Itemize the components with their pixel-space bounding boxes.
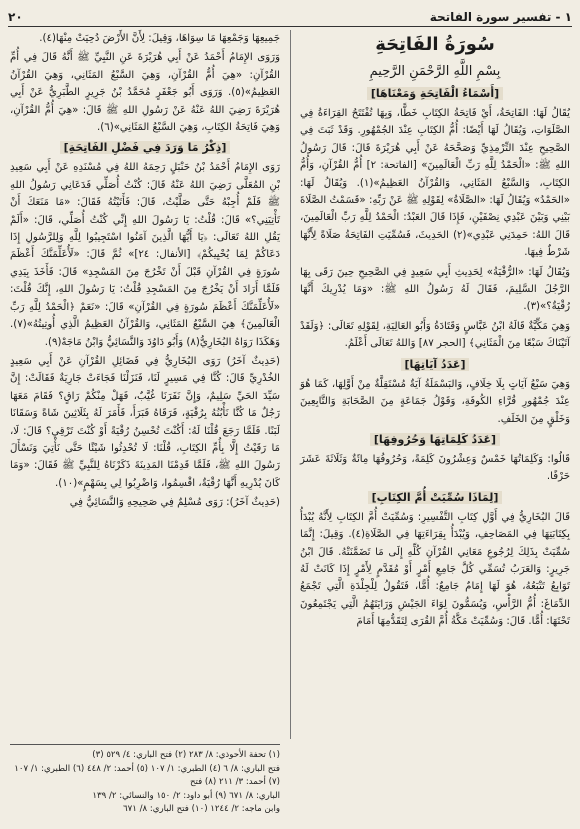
paragraph: جَمِيعِهَا وَجَمْعِهَا مَا سِوَاهَا، وَقِيلَ: لِأَنَّ الأَرْضَ دُحِيَتْ مِنْهَا(٤). [39, 33, 280, 44]
right-column [300, 30, 570, 633]
surah-title: سُورَةُ الفَاتِحَةِ [375, 34, 495, 55]
left-column [10, 30, 280, 514]
footnote-line: فتح الباري: ٨/ ٦ (٤) الطبري: ١/ ١٠٧ (٥) أحمد: ٢/ ٤٤٨ (٦) الطبري: ١/ ١٠٧ (٧) أحمد: ٣/ ٢١١ (٨) فتح [14, 763, 280, 787]
heading-why: [لِمَاذَا سُمِّيَتْ أُمَّ الكِتَابِ] [368, 491, 503, 504]
section-heading [300, 489, 570, 507]
heading-verses: [عَدَدُ آيَاتِهَا] [401, 358, 470, 371]
chapter-title: ١ - تفسير سورة الفاتحة [429, 10, 572, 24]
heading-names: [أَسْمَاءُ الْفَاتِحَةِ وَمَعْنَاهَا] [367, 87, 503, 100]
section-heading [300, 431, 570, 449]
footnote-line: (١) تحفة الأحوذي: ٨/ ٢٨٣ (٢) فتح الباري: ٤/ ٥٢٩ (٣) [92, 750, 280, 760]
paragraph: وَهِيَ سَبْعُ آيَاتٍ بِلَا خِلَافٍ، وَالبَسْمَلَةُ آيَةٌ مُسْتَقِلَّةٌ مِنْ أَوَّلِهَا، كَمَا هُوَ عِنْدَ جُمْهُورِ قُرَّاءِ الكُوفَةِ، وَقَوْلُ جَمَاعَةٍ مِنَ الصَّحَابَةِ وَالتَّابِعِينَ وَخَلْقٍ مِنَ الخَلَفِ. [300, 378, 570, 425]
basmala: بِسْمِ اللَّهِ الرَّحْمَنِ الرَّحِيمِ [369, 64, 501, 79]
section-heading [300, 85, 570, 103]
paragraph: قَالَ البُخَارِيُّ فِي أَوَّلِ كِتَابِ التَّفْسِيرِ: وَسُمِّيَتْ أُمَّ الكِتَابِ لِأَنَّهُ يُبْدَأُ بِكِتَابَتِهَا فِي المَصَاحِفِ، وَيُبْدَأُ بِقِرَاءَتِهَا فِي الصَّلَاةِ(٤). وَقِيلَ: إِنَّمَا سُمِّيَتْ بِذَلِكَ لِرُجُوعِ مَعَانِي القُرْآنِ كُلِّهِ إِلَى مَا تَضَمَّنَتْهُ. قَالَ ابْنُ جَرِيرٍ: وَالعَرَبُ تُسَمِّي كُلَّ جَامِعِ أَمْرٍ أَوْ مُقَدَّمٍ لِأَمْرٍ إِذَا كَانَتْ لَهُ تَوَابِعُ تَتْبَعُهُ، هُوَ لَهَا إِمَامٌ جَامِعٌ: أُمًّا، فَتَقُولُ لِلْجِلْدَةِ الَّتِي تَجْمَعُ الدِّمَاغَ: أُمُّ الرَّأْسِ، وَيُسَمُّونَ لِوَاءَ الجَيْشِ وَرَايَتَهُمُ الَّتِي يَجْتَمِعُونَ تَحْتَهَا: أُمًّا. قَالَ: وَسُمِّيَتْ مَكَّةُ أُمَّ القُرَى لِتَقَدُّمِهَا أَمَامَ [300, 511, 570, 628]
footnote-line: الباري: ٨/ ٦٧١ (٩) أبو داود: ٢/ ١٥٠ والنسائي: ٢/ ١٣٩ [92, 790, 280, 801]
section-heading [10, 139, 280, 157]
section-heading [300, 356, 570, 374]
page-number: ٢٠ [8, 10, 23, 24]
paragraph: (حَدِيثٌ آخَرُ) رَوَى البُخَارِيُّ فِي فَضَائِلِ القُرْآنِ عَنْ أَبِي سَعِيدٍ الخُدْرِيِّ قَالَ: كُنَّا فِي مَسِيرٍ لَنَا، فَنَزَلْنَا فَجَاءَتْ جَارِيَةٌ فَقَالَتْ: إِنَّ سَيِّدَ الحَيِّ سَلِيمٌ، وَإِنَّ نَفَرَنَا غُيَّبٌ، فَهَلْ مِنْكُمْ رَاقٍ؟ فَقَامَ مَعَهَا رَجُلٌ مَا كُنَّا نَأْبُنُهُ بِرُقْيَةٍ، فَرَقَاهُ فَبَرَأَ، فَأَمَرَ لَهُ بِثَلَاثِينَ شَاةً وَسَقَانَا لَبَنًا. فَلَمَّا رَجَعَ قُلْنَا لَهُ: أَكُنْتَ تُحْسِنُ رُقْيَةً أَوْ كُنْتَ تَرْقِي؟ قَالَ: لَا، مَا رَقَيْتُ إِلَّا بِأُمِّ الكِتَابِ، قُلْنَا: لَا تُحْدِثُوا شَيْئًا حَتَّى نَأْتِيَ وَنَسْأَلَ رَسُولَ اللهِ ﷺ، فَلَمَّا قَدِمْنَا المَدِينَةَ ذَكَرْنَاهُ لِلنَّبِيِّ ﷺ فَقَالَ: «وَمَا كَانَ يُدْرِيهِ أَنَّهَا رُقْيَةٌ، اقْسِمُوا، وَاضْرِبُوا لِي بِسَهْمٍ»(١٠). [10, 355, 280, 489]
paragraph: قَالُوا: وَكَلِمَاتُهَا خَمْسٌ وَعِشْرُونَ كَلِمَةً، وَحُرُوفُهَا مِائَةٌ وَثَلَاثَةَ عَشَرَ حَرْفًا. [300, 453, 570, 483]
footnotes [10, 744, 280, 817]
footnote-line: وابن ماجه: ٢/ ١٢٤٤ (١٠) فتح الباري: ٨/ ٦٧١ [123, 804, 280, 814]
heading-words: [عَدَدُ كَلِمَاتِهَا وَحُرُوفِهَا] [370, 433, 500, 446]
column-divider [290, 30, 291, 739]
heading-virtue: [ذِكْرُ مَا وَرَدَ فِي فَضْلِ الفَاتِحَةِ] [60, 141, 231, 154]
running-header [8, 4, 572, 27]
paragraph: وَرَوَى الإِمَامُ أَحْمَدُ عَنْ أَبِي هُرَيْرَةَ عَنِ النَّبِيِّ ﷺ أَنَّهُ قَالَ فِي أُمِّ القُرْآنِ: «هِيَ أُمُّ القُرْآنِ، وَهِيَ السَّبْعُ المَثَانِي، وَهِيَ القُرْآنُ العَظِيمُ»(٥). وَرَوَى أَبُو جَعْفَرٍ مُحَمَّدُ بْنُ جَرِيرٍ الطَّبَرِيُّ عَنْ أَبِي هُرَيْرَةَ رَضِيَ اللهُ عَنْهُ عَنْ رَسُولِ اللهِ ﷺ قَالَ: «هِيَ أُمُّ القُرْآنِ، وَهِيَ فَاتِحَةُ الكِتَابِ، وَهِيَ السَّبْعُ المَثَانِي»(٦). [10, 52, 280, 134]
paragraph: وَيُقَالُ لَهَا: «الرُّقْيَةُ» لِحَدِيثِ أَبِي سَعِيدٍ فِي الصَّحِيحِ حِينَ رَقَى بِهَا الرَّجُلَ السَّلِيمَ، فَقَالَ لَهُ رَسُولُ اللهِ ﷺ: «وَمَا يُدْرِيكَ أَنَّهَا رُقْيَةٌ؟»(٣). [300, 266, 570, 313]
paragraph: وَهِيَ مَكِّيَّةٌ قَالَهُ ابْنُ عَبَّاسٍ وَقَتَادَةُ وَأَبُو العَالِيَةِ، لِقَوْلِهِ تَعَالَى: ﴿وَلَقَدْ آتَيْنَاكَ سَبْعًا مِنَ الْمَثَانِي﴾ [الحجر ٨٧] وَاللهُ تَعَالَى أَعْلَمُ. [300, 320, 570, 350]
paragraph: يُقَالُ لَهَا: الفَاتِحَةُ، أَيْ فَاتِحَةُ الكِتَابِ خَطًّا، وَبِهَا تُفْتَتَحُ القِرَاءَةُ فِي الصَّلَوَاتِ، وَيُقَالُ لَهَا أَيْضًا: أُمُّ الكِتَابِ عِنْدَ الجُمْهُورِ. وَقَدْ ثَبَتَ فِي الصَّحِيحِ عِنْدَ التِّرْمِذِيِّ وَصَحَّحَهُ عَنْ أَبِي هُرَيْرَةَ قَالَ: قَالَ رَسُولُ اللهِ ﷺ: «الْحَمْدُ لِلَّهِ رَبِّ الْعَالَمِينَ» [الفاتحة: ٢] أُمُّ القُرْآنِ، وَأُمُّ الكِتَابِ، وَالسَّبْعُ المَثَانِي، وَالقُرْآنُ العَظِيمُ»(١). وَيُقَالُ لَهَا: «الحَمْدُ» وَيُقَالُ لَهَا: «الصَّلَاةُ» لِقَوْلِهِ ﷺ عَنْ رَبِّهِ: «قَسَمْتُ الصَّلَاةَ بَيْنِي وَبَيْنَ عَبْدِي نِصْفَيْنِ، فَإِذَا قَالَ العَبْدُ: الْحَمْدُ لِلَّهِ رَبِّ الْعَالَمِينَ، قَالَ اللهُ: حَمِدَنِي عَبْدِي»(٢) الحَدِيثَ، فَسُمِّيَتِ الفَاتِحَةُ صَلَاةً لِأَنَّهَا شَرْطٌ فِيهَا. [300, 108, 570, 259]
paragraph: رَوَى الإِمَامُ أَحْمَدُ بْنُ حَنْبَلٍ رَحِمَهُ اللهُ فِي مُسْنَدِهِ عَنْ أَبِي سَعِيدِ بْنِ المُعَلَّى رَضِيَ اللهُ عَنْهُ قَالَ: كُنْتُ أُصَلِّي فَدَعَانِي رَسُولُ اللهِ ﷺ فَلَمْ أُجِبْهُ حَتَّى صَلَّيْتُ، قَالَ: فَأَتَيْتُهُ فَقَالَ: «مَا مَنَعَكَ أَنْ تَأْتِيَنِي؟» قَالَ: قُلْتُ: يَا رَسُولَ اللهِ إِنِّي كُنْتُ أُصَلِّي، قَالَ: «أَلَمْ يَقُلِ اللهُ تَعَالَى: ﴿يَا أَيُّهَا الَّذِينَ آمَنُوا اسْتَجِيبُوا لِلَّهِ وَلِلرَّسُولِ إِذَا دَعَاكُمْ لِمَا يُحْيِيكُمْ﴾ [الأنفال: ٢٤]» ثُمَّ قَالَ: «لَأُعَلِّمَنَّكَ أَعْظَمَ سُورَةٍ فِي القُرْآنِ قَبْلَ أَنْ تَخْرُجَ مِنَ المَسْجِدِ» قَالَ: فَأَخَذَ بِيَدِي فَلَمَّا أَرَادَ أَنْ يَخْرُجَ مِنَ المَسْجِدِ قُلْتُ: يَا رَسُولَ اللهِ، إِنَّكَ قُلْتَ: «لَأُعَلِّمَنَّكَ أَعْظَمَ سُورَةٍ فِي القُرْآنِ» قَالَ: «نَعَمْ ﴿الْحَمْدُ لِلَّهِ رَبِّ الْعَالَمِينَ﴾ هِيَ السَّبْعُ المَثَانِي، وَالقُرْآنُ العَظِيمُ الَّذِي أُوتِيتُهُ»(٧). وَهَكَذَا رَوَاهُ البُخَارِيُّ(٨) وَأَبُو دَاوُدَ وَالنَّسَائِيُّ وَابْنُ مَاجَهْ(٩). [10, 162, 280, 348]
paragraph: (حَدِيثٌ آخَرُ): رَوَى مُسْلِمٌ فِي صَحِيحِهِ وَالنَّسَائِيُّ فِي [69, 497, 280, 509]
